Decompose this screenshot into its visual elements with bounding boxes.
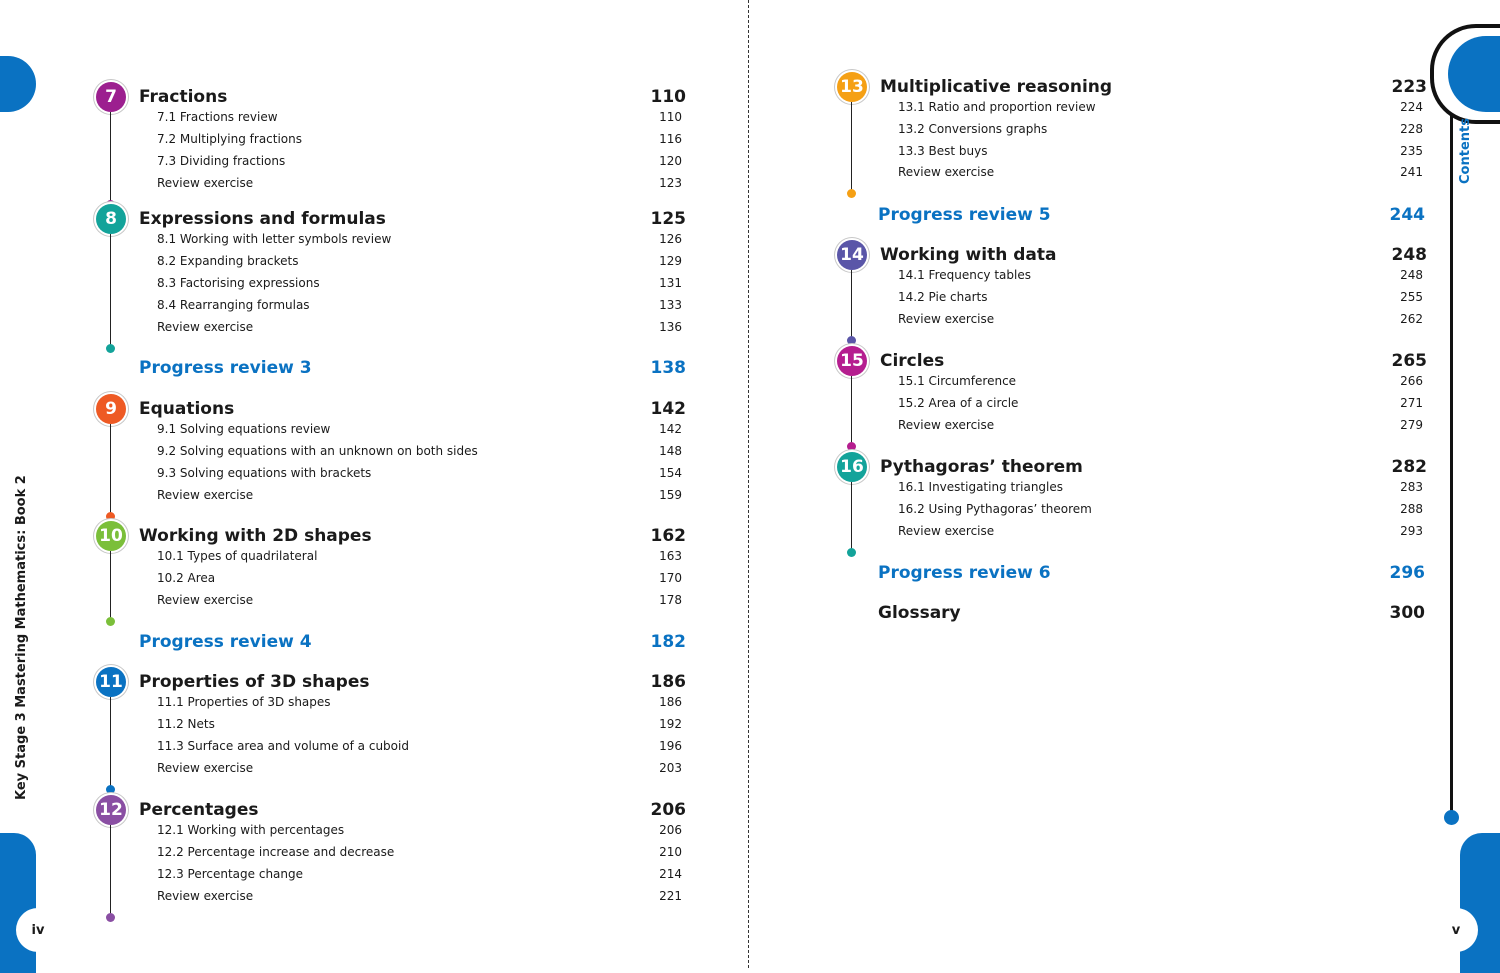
- section-title: 14.2 Pie charts: [898, 289, 988, 304]
- section-page: 224: [1400, 100, 1423, 114]
- chapter-number-badge: 10: [96, 521, 126, 551]
- glossary-page: 300: [1389, 603, 1425, 623]
- chapter-number-badge: 11: [96, 667, 126, 697]
- page-number: iv: [16, 908, 60, 952]
- section-entry[interactable]: [898, 396, 1423, 414]
- section-page: 255: [1400, 289, 1423, 304]
- chapter-page: 162: [650, 526, 686, 546]
- chapter-number-badge: 7: [96, 82, 126, 112]
- chapter-timeline: [851, 270, 852, 341]
- section-title: Review exercise: [157, 889, 254, 903]
- chapter-title: Working with 2D shapes: [139, 526, 372, 546]
- section-title: 11.1 Properties of 3D shapes: [157, 695, 331, 709]
- section-page: 159: [659, 488, 682, 502]
- section-entry[interactable]: [898, 524, 1423, 542]
- section-entry[interactable]: [898, 165, 1423, 183]
- section-page: 241: [1400, 165, 1423, 180]
- section-page: 210: [659, 845, 682, 859]
- chapter-timeline: [851, 482, 852, 553]
- chapter-end-dot: [847, 336, 856, 345]
- section-entry[interactable]: [898, 268, 1423, 286]
- section-page: 203: [659, 761, 682, 775]
- book-title: Key Stage 3 Mastering Mathematics: Book 2: [14, 475, 29, 800]
- section-title: 15.1 Circumference: [898, 374, 1017, 388]
- chapter-heading: [139, 800, 686, 822]
- section-title: Review exercise: [898, 417, 995, 432]
- chapter-title: Properties of 3D shapes: [139, 672, 370, 692]
- chapter-title: Pythagoras’ theorem: [880, 457, 1083, 477]
- section-title: 7.1 Fractions review: [157, 110, 278, 124]
- section-entry[interactable]: [157, 110, 682, 128]
- section-page: 136: [659, 320, 682, 334]
- chapter-timeline: [110, 424, 111, 517]
- section-entry[interactable]: [157, 823, 682, 841]
- section-entry[interactable]: [157, 889, 682, 907]
- section-entry[interactable]: [157, 466, 682, 484]
- chapter-heading: [880, 351, 1427, 373]
- section-entry[interactable]: [157, 867, 682, 885]
- section-title: 13.2 Conversions graphs: [898, 121, 1048, 136]
- chapter-title: Expressions and formulas: [139, 209, 386, 229]
- contents-rail: [1450, 114, 1453, 814]
- section-page: 178: [659, 593, 682, 607]
- section-title: 8.3 Factorising expressions: [157, 276, 320, 290]
- chapter-heading: [139, 87, 686, 109]
- section-page: 271: [1400, 395, 1423, 410]
- section-title: Review exercise: [157, 761, 254, 775]
- side-tab-decoration: [0, 56, 36, 112]
- section-entry[interactable]: [898, 418, 1423, 436]
- chapter-title: Circles: [880, 351, 945, 371]
- chapter-page: 110: [650, 87, 686, 107]
- chapter-timeline: [110, 825, 111, 918]
- section-title: 11.3 Surface area and volume of a cuboid: [157, 739, 409, 753]
- chapter-heading: [880, 457, 1427, 479]
- chapter-page: 282: [1391, 457, 1427, 477]
- progress-review-entry[interactable]: [878, 563, 1425, 585]
- chapter-page: 125: [650, 209, 686, 229]
- section-page: 279: [1400, 417, 1423, 432]
- chapter-end-dot: [847, 442, 856, 451]
- section-entry[interactable]: [898, 502, 1423, 520]
- section-title: 16.2 Using Pythagoras’ theorem: [898, 501, 1092, 516]
- chapter-timeline: [110, 551, 111, 622]
- chapter-heading: [880, 245, 1427, 267]
- progress-review-label: Progress review 3: [139, 358, 312, 378]
- section-page: 206: [659, 823, 682, 837]
- section-title: 9.2 Solving equations with an unknown on both sides: [157, 444, 478, 458]
- section-page: 120: [659, 154, 682, 168]
- section-title: 10.1 Types of quadrilateral: [157, 549, 318, 563]
- progress-review-entry[interactable]: [139, 632, 686, 654]
- section-entry[interactable]: [157, 132, 682, 150]
- glossary-label: Glossary: [878, 603, 961, 623]
- section-page: 133: [659, 298, 682, 312]
- section-title: Review exercise: [157, 320, 254, 334]
- section-entry[interactable]: [157, 845, 682, 863]
- chapter-number-badge: 14: [837, 240, 867, 270]
- section-page: 123: [659, 176, 682, 190]
- section-entry[interactable]: [157, 176, 682, 194]
- progress-review-label: Progress review 4: [139, 632, 312, 652]
- section-title: 8.4 Rearranging formulas: [157, 298, 310, 312]
- section-page: 196: [659, 739, 682, 753]
- chapter-title: Percentages: [139, 800, 259, 820]
- section-entry[interactable]: [157, 444, 682, 462]
- side-tab-decoration: [1460, 833, 1500, 973]
- progress-review-entry[interactable]: [139, 358, 686, 380]
- section-entry[interactable]: [157, 717, 682, 735]
- section-title: 7.3 Dividing fractions: [157, 154, 286, 168]
- section-title: 8.1 Working with letter symbols review: [157, 232, 392, 246]
- section-entry[interactable]: [898, 122, 1423, 140]
- section-page: 131: [659, 276, 682, 290]
- section-page: 221: [659, 889, 682, 903]
- chapter-timeline: [851, 102, 852, 194]
- chapter-timeline: [851, 376, 852, 447]
- progress-review-label: Progress review 5: [878, 205, 1051, 225]
- section-title: Review exercise: [898, 311, 995, 326]
- section-title: 7.2 Multiplying fractions: [157, 132, 303, 146]
- section-entry[interactable]: [157, 488, 682, 506]
- section-entry[interactable]: [157, 761, 682, 779]
- section-title: 12.1 Working with percentages: [157, 823, 345, 837]
- chapter-number-badge: 15: [837, 346, 867, 376]
- section-title: Review exercise: [898, 523, 995, 538]
- section-page: 129: [659, 254, 682, 268]
- section-page: 293: [1400, 523, 1423, 538]
- section-title: 9.3 Solving equations with brackets: [157, 466, 372, 480]
- chapter-end-dot: [106, 512, 115, 521]
- chapter-end-dot: [106, 913, 115, 922]
- chapter-page: 142: [650, 399, 686, 419]
- chapter-page: 206: [650, 800, 686, 820]
- section-page: 283: [1400, 480, 1423, 494]
- section-entry[interactable]: [898, 312, 1423, 330]
- section-entry[interactable]: [157, 254, 682, 272]
- chapter-timeline: [110, 234, 111, 349]
- chapter-end-dot: [106, 617, 115, 626]
- section-entry[interactable]: [157, 593, 682, 611]
- section-page: 248: [1400, 268, 1423, 282]
- section-title: 11.2 Nets: [157, 717, 215, 731]
- section-title: 12.2 Percentage increase and decrease: [157, 845, 395, 859]
- progress-review-label: Progress review 6: [878, 563, 1051, 583]
- chapter-page: 223: [1391, 77, 1427, 97]
- section-page: 126: [659, 232, 682, 246]
- section-entry[interactable]: [898, 144, 1423, 162]
- right-page: [749, 0, 1500, 968]
- section-title: 15.2 Area of a circle: [898, 395, 1019, 410]
- section-title: 16.1 Investigating triangles: [898, 480, 1064, 494]
- chapter-number-badge: 13: [837, 72, 867, 102]
- section-entry[interactable]: [157, 154, 682, 172]
- section-page: 214: [659, 867, 682, 881]
- chapter-page: 248: [1391, 245, 1427, 265]
- chapter-heading: [139, 399, 686, 421]
- chapter-heading: [880, 77, 1427, 99]
- chapter-title: Fractions: [139, 87, 228, 107]
- chapter-timeline: [110, 112, 111, 205]
- section-entry[interactable]: [157, 695, 682, 713]
- chapter-page: 186: [650, 672, 686, 692]
- section-entry[interactable]: [898, 480, 1423, 498]
- chapter-end-dot: [847, 189, 856, 198]
- progress-review-page: 244: [1389, 205, 1425, 225]
- chapter-title: Equations: [139, 399, 235, 419]
- chapter-heading: [139, 209, 686, 231]
- section-page: 262: [1400, 311, 1423, 326]
- section-title: Review exercise: [898, 165, 995, 180]
- chapter-number-badge: 16: [837, 452, 867, 482]
- chapter-title: Working with data: [880, 245, 1057, 265]
- section-entry[interactable]: [898, 290, 1423, 308]
- section-page: 186: [659, 695, 682, 709]
- chapter-end-dot: [106, 785, 115, 794]
- section-entry[interactable]: [157, 739, 682, 757]
- section-page: 235: [1400, 143, 1423, 158]
- section-title: Review exercise: [157, 593, 254, 607]
- section-page: 163: [659, 549, 682, 563]
- section-entry[interactable]: [157, 422, 682, 440]
- progress-review-page: 296: [1389, 563, 1425, 583]
- section-page: 148: [659, 444, 682, 458]
- section-entry[interactable]: [157, 232, 682, 250]
- section-title: 9.1 Solving equations review: [157, 422, 331, 436]
- section-page: 228: [1400, 121, 1423, 136]
- section-page: 288: [1400, 501, 1423, 516]
- section-page: 142: [659, 422, 682, 436]
- section-entry[interactable]: [898, 374, 1423, 392]
- side-tab-decoration: [0, 833, 36, 973]
- section-page: 192: [659, 717, 682, 731]
- section-entry[interactable]: [157, 549, 682, 567]
- section-title: 12.3 Percentage change: [157, 867, 304, 881]
- section-entry[interactable]: [157, 276, 682, 294]
- section-title: 13.3 Best buys: [898, 143, 988, 158]
- section-title: 8.2 Expanding brackets: [157, 254, 299, 268]
- page-number: v: [1434, 908, 1478, 952]
- section-page: 110: [659, 110, 682, 124]
- section-entry[interactable]: [157, 320, 682, 338]
- chapter-number-badge: 12: [96, 795, 126, 825]
- progress-review-entry[interactable]: [878, 205, 1425, 227]
- chapter-timeline: [110, 697, 111, 790]
- section-entry[interactable]: [898, 100, 1423, 118]
- section-title: 10.2 Area: [157, 571, 216, 585]
- contents-label: Contents: [1458, 118, 1473, 184]
- progress-review-page: 182: [650, 632, 686, 652]
- glossary-entry[interactable]: [878, 603, 1425, 625]
- section-title: 14.1 Frequency tables: [898, 268, 1031, 282]
- chapter-number-badge: 9: [96, 394, 126, 424]
- chapter-end-dot: [847, 548, 856, 557]
- section-title: Review exercise: [157, 488, 254, 502]
- rail-end-dot: [1444, 810, 1459, 825]
- section-entry[interactable]: [157, 298, 682, 316]
- chapter-heading: [139, 526, 686, 548]
- chapter-end-dot: [106, 344, 115, 353]
- section-title: Review exercise: [157, 176, 254, 190]
- section-page: 116: [659, 132, 682, 146]
- chapter-heading: [139, 672, 686, 694]
- section-entry[interactable]: [157, 571, 682, 589]
- chapter-number-badge: 8: [96, 204, 126, 234]
- section-title: 13.1 Ratio and proportion review: [898, 100, 1096, 114]
- progress-review-page: 138: [650, 358, 686, 378]
- left-page: [0, 0, 748, 968]
- chapter-page: 265: [1391, 351, 1427, 371]
- section-page: 170: [659, 571, 682, 585]
- chapter-title: Multiplicative reasoning: [880, 77, 1113, 97]
- section-page: 154: [659, 466, 682, 480]
- section-page: 266: [1400, 374, 1423, 388]
